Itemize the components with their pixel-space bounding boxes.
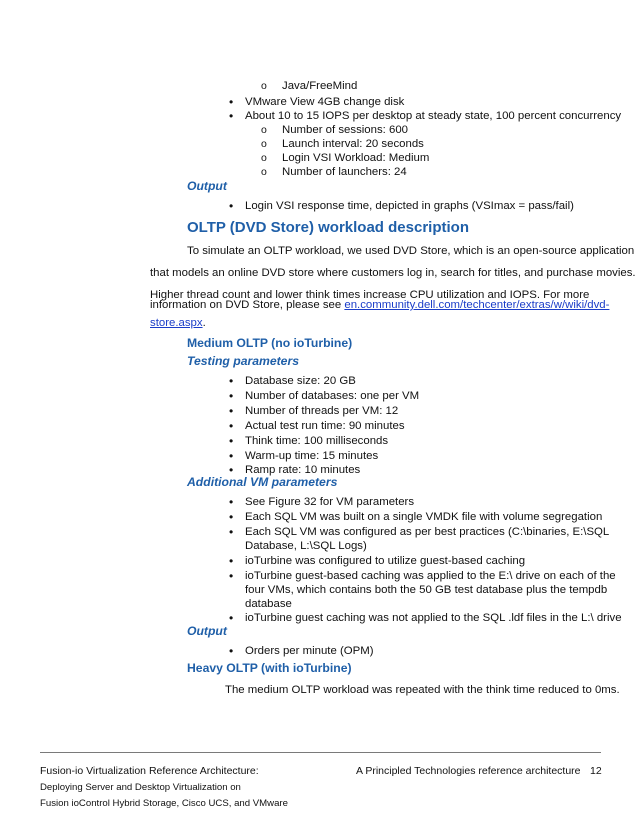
section-heading-oltp: OLTP (DVD Store) workload description	[187, 219, 469, 236]
output-heading: Output	[187, 179, 227, 193]
period: .	[202, 317, 206, 329]
bullet-marker: •	[229, 389, 234, 403]
vm-param-item-continued: database	[245, 598, 292, 610]
bullet-marker: •	[229, 449, 234, 463]
page-number: 12	[590, 765, 602, 777]
param-item: Ramp rate: 10 minutes	[245, 464, 361, 476]
bullet-marker: •	[229, 644, 234, 658]
param-item: Warm-up time: 15 minutes	[245, 450, 379, 462]
param-item: Number of databases: one per VM	[245, 390, 420, 402]
vm-param-item: Each SQL VM was configured as per best practices (C:\binaries, E:\SQL	[245, 526, 610, 538]
list-item-vsi-response: Login VSI response time, depicted in graphs (VSImax = pass/fail)	[245, 200, 574, 212]
subsection-heading-heavy-oltp: Heavy OLTP (with ioTurbine)	[187, 661, 352, 675]
list-item-sessions: Number of sessions: 600	[282, 124, 408, 136]
param-item: Actual test run time: 90 minutes	[245, 420, 405, 432]
list-item-vmware-disk: VMware View 4GB change disk	[245, 96, 405, 108]
bullet-marker: •	[229, 95, 234, 109]
sub-bullet-marker: o	[261, 80, 267, 92]
footer-title: Fusion-io Virtualization Reference Architecture:	[40, 765, 259, 777]
footer-publisher: A Principled Technologies reference architecture	[356, 765, 581, 777]
footer-subtitle-line: Deploying Server and Desktop Virtualization on	[40, 782, 241, 793]
sub-bullet-marker: o	[261, 166, 267, 178]
sub-bullet-marker: o	[261, 152, 267, 164]
vm-param-item-continued: four VMs, which contains both the 50 GB test database plus the tempdb	[245, 584, 608, 596]
list-item-launchers: Number of launchers: 24	[282, 166, 407, 178]
list-item-iops: About 10 to 15 IOPS per desktop at steady state, 100 percent concurrency	[245, 110, 622, 122]
vm-param-item: ioTurbine guest-based caching was applied to the E:\ drive on each of the	[245, 570, 616, 582]
vm-param-item: ioTurbine was configured to utilize guest-based caching	[245, 555, 526, 567]
vm-param-item: ioTurbine guest caching was not applied to the SQL .ldf files in the L:\ drive	[245, 612, 622, 624]
oltp-paragraph-line	[150, 316, 206, 330]
param-item: Think time: 100 milliseconds	[245, 435, 389, 447]
additional-vm-parameters-heading: Additional VM parameters	[187, 475, 338, 489]
bullet-marker: •	[229, 554, 234, 568]
param-item: Database size: 20 GB	[245, 375, 356, 387]
dvd-store-link[interactable]: en.community.dell.com/techcenter/extras/w/wiki/dvd-	[344, 299, 610, 311]
vm-param-item-continued: Database, L:\SQL Logs)	[245, 540, 367, 552]
testing-parameters-heading: Testing parameters	[187, 354, 299, 368]
dvd-store-link-continued[interactable]: store.aspx	[150, 317, 203, 329]
list-item-workload: Login VSI Workload: Medium	[282, 152, 430, 164]
param-item: Number of threads per VM: 12	[245, 405, 399, 417]
bullet-marker: •	[229, 463, 234, 477]
heavy-oltp-text: The medium OLTP workload was repeated with the think time reduced to 0ms.	[225, 684, 620, 696]
bullet-marker: •	[229, 434, 234, 448]
vm-param-item: See Figure 32 for VM parameters	[245, 496, 415, 508]
bullet-marker: •	[229, 525, 234, 539]
oltp-paragraph-line	[150, 298, 609, 312]
footer-subtitle-line: Fusion ioControl Hybrid Storage, Cisco UCS, and VMware	[40, 798, 288, 809]
bullet-marker: •	[229, 199, 234, 213]
oltp-paragraph-line: To simulate an OLTP workload, we used DVD Store, which is an open-source application	[187, 245, 635, 257]
oltp-paragraph-line: Higher thread count and lower think times increase CPU utilization and IOPS. For more	[150, 289, 590, 301]
list-item-java: Java/FreeMind	[282, 80, 358, 92]
sub-bullet-marker: o	[261, 138, 267, 150]
bullet-marker: •	[229, 374, 234, 388]
oltp-paragraph-prefix: information on DVD Store, please see	[150, 299, 345, 311]
footer-divider	[40, 752, 601, 753]
bullet-marker: •	[229, 404, 234, 418]
list-item-opm: Orders per minute (OPM)	[245, 645, 374, 657]
bullet-marker: •	[229, 569, 234, 583]
bullet-marker: •	[229, 419, 234, 433]
subsection-heading-medium-oltp: Medium OLTP (no ioTurbine)	[187, 336, 353, 350]
bullet-marker: •	[229, 611, 234, 625]
bullet-marker: •	[229, 510, 234, 524]
oltp-paragraph-line: that models an online DVD store where customers log in, search for titles, and purchase movies.	[150, 267, 636, 279]
output-heading-medium: Output	[187, 624, 227, 638]
bullet-marker: •	[229, 109, 234, 123]
bullet-marker: •	[229, 495, 234, 509]
sub-bullet-marker: o	[261, 124, 267, 136]
vm-param-item: Each SQL VM was built on a single VMDK file with volume segregation	[245, 511, 603, 523]
list-item-interval: Launch interval: 20 seconds	[282, 138, 424, 150]
